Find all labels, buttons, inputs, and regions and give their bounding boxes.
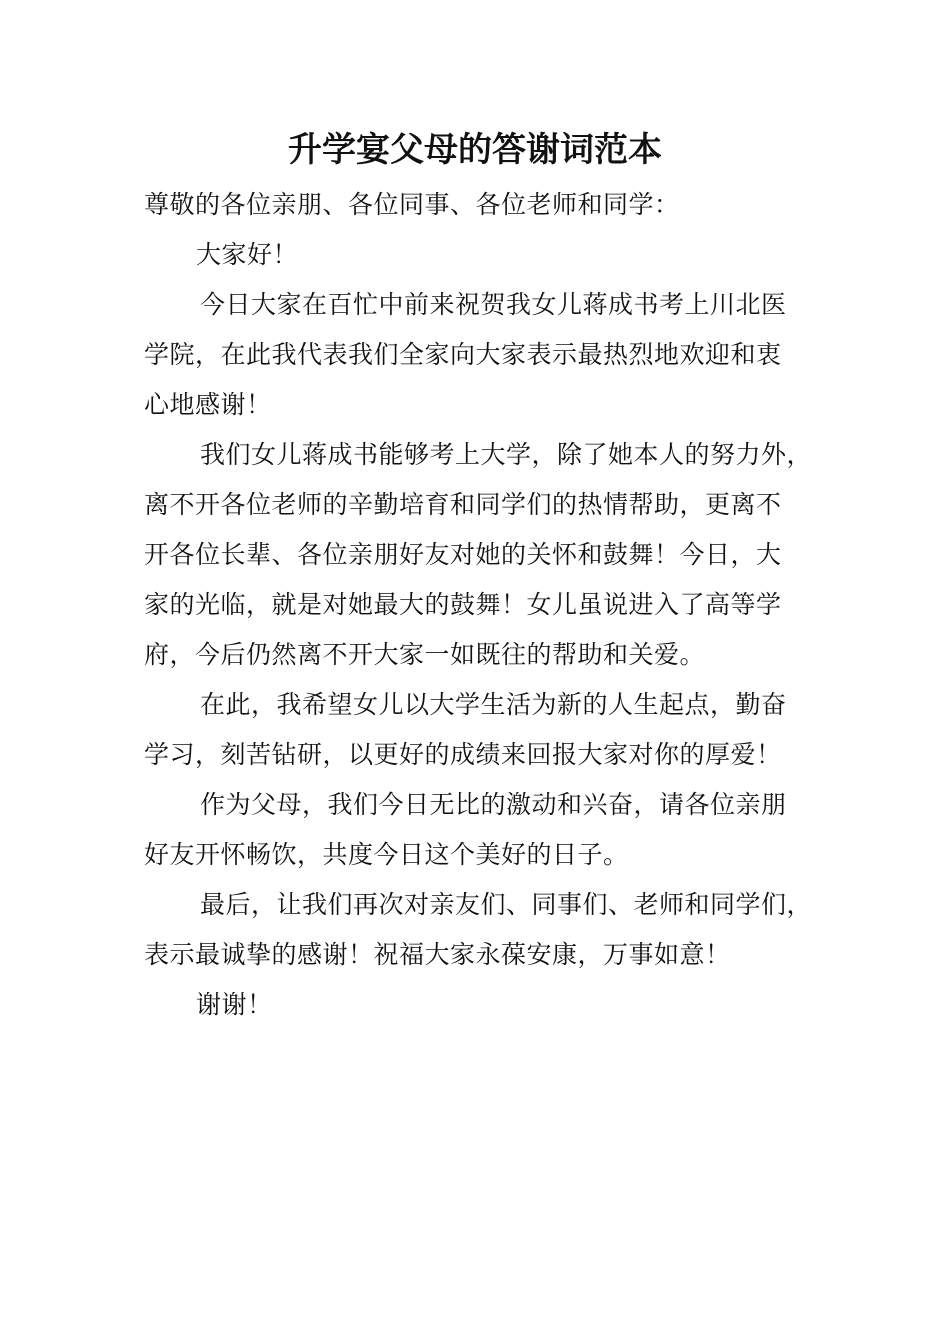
- closing-line: 谢谢！: [196, 990, 273, 1019]
- paragraph-line: 今日大家在百忙中前来祝贺我女儿蒋成书考上川北医: [200, 290, 787, 319]
- paragraph-line: 学院，在此我代表我们全家向大家表示最热烈地欢迎和衷: [144, 340, 782, 369]
- document-body: [144, 180, 834, 1030]
- paragraph-line: 家的光临，就是对她最大的鼓舞！女儿虽说进入了高等学: [144, 590, 782, 619]
- greeting-line: 大家好！: [196, 240, 299, 269]
- paragraph-line: 学习，刻苦钻研，以更好的成绩来回报大家对你的厚爱！: [144, 740, 782, 769]
- paragraph-line: 离不开各位老师的辛勤培育和同学们的热情帮助，更离不: [144, 490, 782, 519]
- paragraph-line: 表示最诚挚的感谢！祝福大家永葆安康，万事如意！: [144, 940, 731, 969]
- paragraph-line: 府，今后仍然离不开大家一如既往的帮助和关爱。: [144, 640, 706, 669]
- paragraph-line: 最后，让我们再次对亲友们、同事们、老师和同学们，: [200, 890, 813, 919]
- paragraph-line: 我们女儿蒋成书能够考上大学，除了她本人的努力外，: [200, 440, 813, 469]
- document-title: 升学宴父母的答谢词范本: [288, 130, 662, 170]
- paragraph-line: 开各位长辈、各位亲朋好友对她的关怀和鼓舞！今日，大: [144, 540, 782, 569]
- paragraph-line: 在此，我希望女儿以大学生活为新的人生起点，勤奋: [200, 690, 787, 719]
- paragraph-line: 好友开怀畅饮，共度今日这个美好的日子。: [144, 840, 629, 869]
- paragraph-line: 心地感谢！: [144, 390, 272, 419]
- paragraph-line: 作为父母，我们今日无比的激动和兴奋，请各位亲朋: [200, 790, 787, 819]
- salutation-line: 尊敬的各位亲朋、各位同事、各位老师和同学：: [144, 190, 680, 219]
